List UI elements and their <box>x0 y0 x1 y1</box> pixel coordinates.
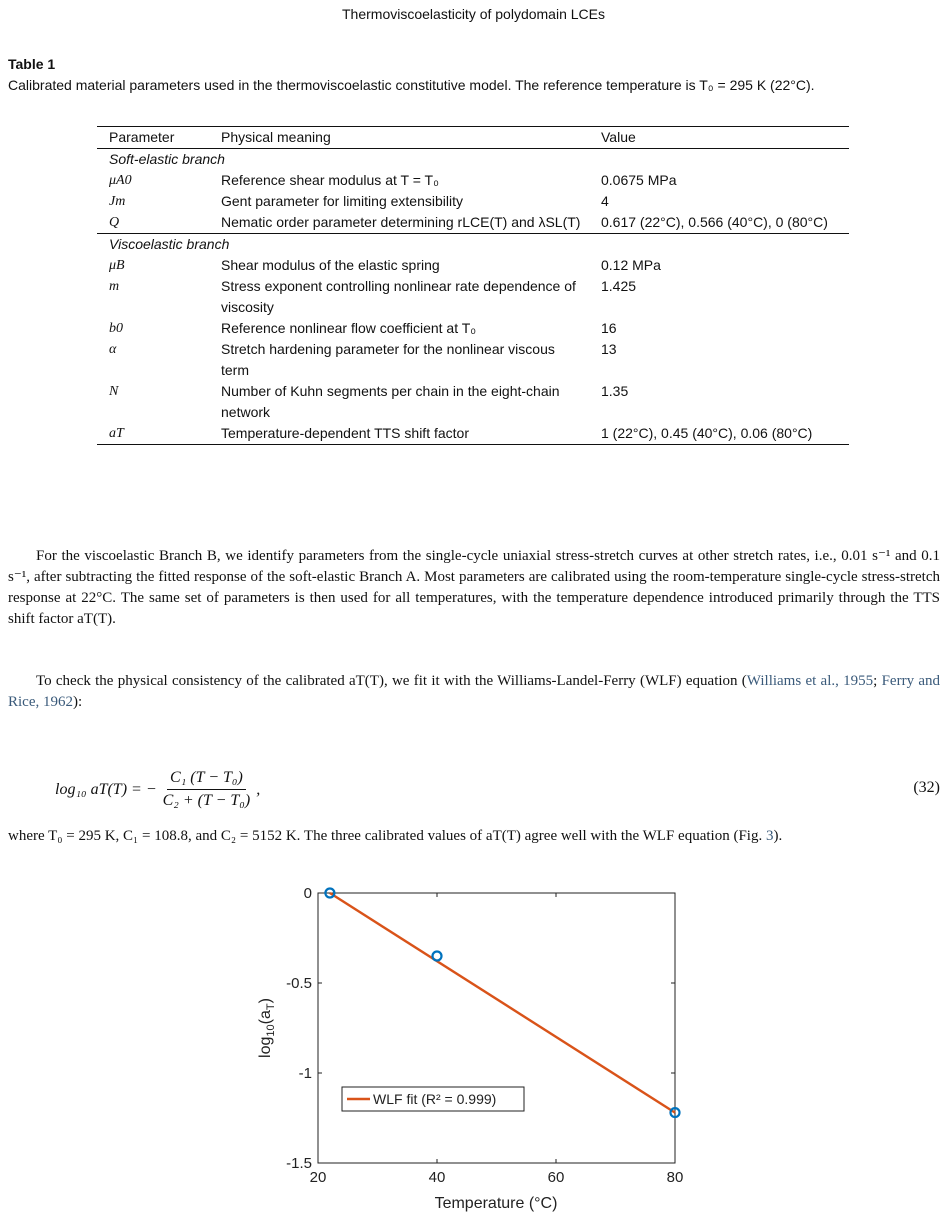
table-label: Table 1 <box>8 56 56 72</box>
section-viscoelastic <box>97 234 849 256</box>
param-value: 1 (22°C), 0.45 (40°C), 0.06 (80°C) <box>601 425 813 441</box>
paragraph-text: To check the physical consistency of the calibrated aT(T), we fit it with the Williams-Landel-Ferry (WLF) equation ( <box>36 673 747 689</box>
equation-denominator: C₂ + (T − T₀) <box>162 792 251 809</box>
param-symbol: N <box>109 384 119 399</box>
param-value: 0.0675 MPa <box>601 172 677 188</box>
param-value: 16 <box>601 320 617 336</box>
param-symbol: μB <box>109 258 125 273</box>
body-paragraph: For the viscoelastic Branch B, we identify parameters from the single-cycle uniaxial stress-stretch curves at other stretch rates, i.e., 0.01 s⁻¹ and 0.1 s⁻¹, after subtracting the fitted response of the soft-elastic Branch A. Most parameters are calibrated using the room-temperature single-cycle stress-stretch response at 22°C. The same set of parameters is then used for all temperatures, with the temperature dependence introduced primarily through the TTS shift factor aT(T). <box>8 548 940 627</box>
table-row <box>97 255 849 276</box>
plot-frame <box>318 893 675 1163</box>
table-row <box>97 318 849 339</box>
x-tick-label: 80 <box>666 1169 684 1186</box>
equation-body <box>55 769 260 810</box>
table-row <box>97 381 849 423</box>
body-paragraph <box>8 671 940 713</box>
param-value: 4 <box>601 193 609 209</box>
param-meaning: Temperature-dependent TTS shift factor <box>221 425 469 441</box>
y-tick-label: 0 <box>303 885 312 902</box>
x-tick-label: 20 <box>309 1169 327 1186</box>
param-meaning: Gent parameter for limiting extensibility <box>221 193 463 209</box>
param-value: 1.35 <box>601 383 629 399</box>
header-parameter: Parameter <box>109 129 175 145</box>
param-symbol: μA0 <box>109 173 132 188</box>
param-meaning: Stretch hardening parameter for the nonlinear viscous term <box>221 341 555 378</box>
svg-text:log10(aT): $\log_{10}(a_T)$ <box>257 998 277 1058</box>
param-value: 13 <box>601 341 617 357</box>
figure-link[interactable]: 3 <box>765 828 774 844</box>
param-symbol: α <box>109 342 117 357</box>
equation-number: (32) <box>913 779 940 796</box>
param-meaning: Reference nonlinear flow coefficient at T₀ <box>221 320 477 336</box>
y-axis-label <box>257 998 277 1058</box>
x-tick-label: 60 <box>547 1169 565 1186</box>
param-value: 1.425 <box>601 278 637 294</box>
body-paragraph <box>8 826 940 847</box>
y-tick-label: -1 <box>298 1065 312 1082</box>
param-symbol: aT <box>109 426 124 441</box>
param-value: 0.12 MPa <box>601 257 661 273</box>
equation-lhs: log₁₀ aT(T) = − <box>55 780 157 798</box>
table-caption: Calibrated material parameters used in the thermoviscoelastic constitutive model. The reference temperature is T₀ = 295 K (22°C). <box>8 77 815 93</box>
paragraph-text: ): <box>73 694 83 710</box>
legend-label: WLF fit (R² = 0.999) <box>373 1091 497 1107</box>
param-value: 0.617 (22°C), 0.566 (40°C), 0 (80°C) <box>601 214 828 230</box>
figure-3-chart <box>230 870 710 1215</box>
y-tick-label: -0.5 <box>286 975 312 992</box>
param-symbol: m <box>109 279 120 294</box>
section-title: Viscoelastic branch <box>109 236 230 252</box>
param-symbol: Jm <box>109 194 126 209</box>
param-meaning: Shear modulus of the elastic spring <box>221 257 440 273</box>
citation-link[interactable]: Ferry and Rice, 1962 <box>8 673 940 710</box>
param-meaning: Reference shear modulus at T = T₀ <box>221 172 439 188</box>
equation-fraction <box>160 769 254 810</box>
table-row <box>97 170 849 191</box>
section-title: Soft-elastic branch <box>109 151 225 167</box>
table-row <box>97 212 849 234</box>
param-meaning: Stress exponent controlling nonlinear rate dependence of viscosity <box>221 278 576 315</box>
param-symbol: Q <box>109 215 120 230</box>
chart-legend <box>342 1087 524 1111</box>
citation-separator: ; <box>873 673 882 689</box>
header-meaning: Physical meaning <box>221 129 331 145</box>
table-row <box>97 191 849 212</box>
running-header: Thermoviscoelasticity of polydomain LCEs <box>342 6 605 22</box>
param-meaning: Number of Kuhn segments per chain in the eight-chain network <box>221 383 560 420</box>
table-row <box>97 339 849 381</box>
y-tick-label: -1.5 <box>286 1155 312 1172</box>
table-row <box>97 423 849 445</box>
table-row <box>97 276 849 318</box>
paragraph-text: where T₀ = 295 K, C₁ = 108.8, and C₂ = 5152 K. The three calibrated values of aT(T) agree well with the WLF equation (Fig. <box>8 828 766 844</box>
header-value: Value <box>601 129 636 145</box>
equation-numerator: C₁ (T − T₀) <box>167 769 246 790</box>
equation-tail: , <box>256 780 261 798</box>
param-symbol: b0 <box>109 321 123 336</box>
table-header-row <box>97 127 849 149</box>
x-axis-label: Temperature (°C) <box>434 1195 558 1212</box>
paragraph-text: ). <box>773 828 783 844</box>
x-tick-label: 40 <box>428 1169 446 1186</box>
citation-link[interactable]: Williams et al., 1955 <box>746 673 874 689</box>
equation-32 <box>55 755 940 815</box>
section-soft-elastic <box>97 149 849 171</box>
parameter-table <box>97 126 849 445</box>
param-meaning: Nematic order parameter determining rLCE(T) and λSL(T) <box>221 214 581 230</box>
